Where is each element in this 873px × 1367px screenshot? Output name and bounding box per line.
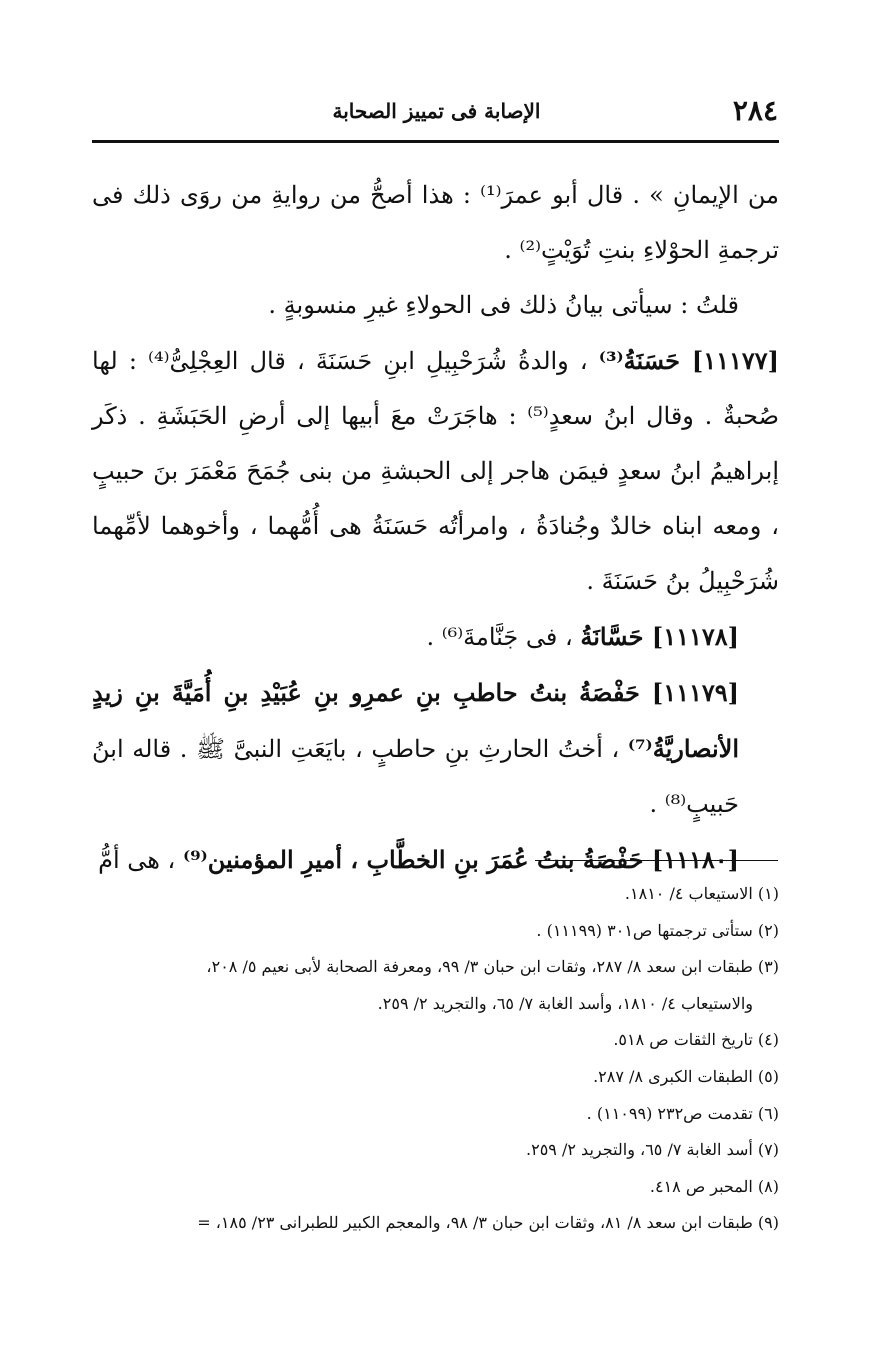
entry-11178-title: [١١١٧٨] حَسَّانَةُ xyxy=(580,622,739,651)
entry-11178-text: ، فى جَنَّامةَ⁽⁶⁾ . xyxy=(426,623,573,651)
entry-11177-title: [١١١٧٧] حَسَنَةُ⁽³⁾ xyxy=(598,346,779,375)
footnote-5: (٥) الطبقات الكبرى ٨/ ٢٨٧. xyxy=(593,1066,779,1086)
footnote-6: (٦) تقدمت ص٢٣٢ (١١٠٩٩) . xyxy=(586,1103,779,1123)
footnote-4: (٤) تاريخ الثقات ص ٥١٨. xyxy=(613,1030,779,1050)
footnote-rule xyxy=(535,860,778,861)
entry-11179-title: [١١١٧٩] حَفْصَةُ بنتُ حاطبِ بنِ عمرِو بنِ عُبَيْدِ بنِ أُمَيَّةَ بنِ زيدٍ الأنصاريَّةُ⁽⁷⁾ xyxy=(92,678,739,763)
footnotes xyxy=(92,876,779,1242)
footnote-3: (٣) طبقات ابن سعد ٨/ ٢٨٧، وثقات ابن حبان ٣/ ٩٩، ومعرفة الصحابة لأبى نعيم ٥/ ٢٠٨، xyxy=(206,957,779,977)
entry-11180-text: ، هى أمُّ xyxy=(98,846,176,874)
entry-11178 xyxy=(92,609,779,665)
header-rule xyxy=(92,140,779,143)
paragraph-2: قلتُ : سيأتى بيانُ ذلك فى الحولاءِ غيرِ منسوبةٍ . xyxy=(268,291,739,319)
footnote-7: (٧) أسد الغابة ٧/ ٦٥، والتجريد ٢/ ٢٥٩. xyxy=(526,1140,779,1160)
footnote-3-continued: والاستيعاب ٤/ ١٨١٠، وأسد الغابة ٧/ ٦٥، والتجريد ٢/ ٢٥٩. xyxy=(377,993,753,1013)
running-title: الإصابة فى تمييز الصحابة xyxy=(332,99,541,123)
entry-11179-text: ، أختُ الحارثِ بنِ حاطبٍ ، بايَعَتِ النبىَّ ﷺ . قاله ابنُ حَبيبٍ⁽⁸⁾ . xyxy=(92,735,739,818)
entry-11180-title: [١١١٨٠] حَفْصَةُ بنتُ عُمَرَ بنِ الخطَّابِ ، أميرِ المؤمنين⁽⁹⁾ xyxy=(182,845,739,874)
page-number: ٢٨٤ xyxy=(732,94,778,127)
footnote-2: (٢) ستأتى ترجمتها ص٣٠١ (١١١٩٩) . xyxy=(536,920,779,940)
footnote-1: (١) الاستيعاب ٤/ ١٨١٠. xyxy=(624,884,779,903)
entry-11177-text: ، والدةُ شُرَحْبِيلِ ابنِ حَسَنَةَ ، قال العِجْلِىُّ⁽⁴⁾ : لها صُحبةٌ . وقال ابنُ سعدٍ⁽⁵⁾ : هاجَرَتْ معَ أبيها إلى أرضِ الحَبَشَةِ . ذكَر إبراهيمُ ابنُ سعدٍ فيمَن هاجر إلى الحبشةِ من بنى جُمَحَ مَعْمَرَ بنَ حبيبٍ ، ومعه ابناه خالدٌ وجُنادَةُ ، وامرأتُه حَسَنَةُ هى أُمُّهما ، وأخوهما لأمِّهما شُرَحْبِيلُ بنُ حَسَنَةَ . xyxy=(92,347,780,595)
body-text xyxy=(92,168,779,888)
paragraph-1: من الإيمانِ » . قال أبو عمرَ⁽¹⁾ : هذا أصحُّ من روايةِ من روَى ذلك فى ترجمةِ الحوْلاءِ بنتِ تُوَيْتٍ⁽²⁾ . xyxy=(92,181,780,264)
entry-11177 xyxy=(92,333,779,609)
entry-11179 xyxy=(92,665,779,832)
footnote-9: (٩) طبقات ابن سعد ٨/ ٨١، وثقات ابن حبان ٣/ ٩٨، والمعجم الكبير للطبرانى ٢٣/ ١٨٥، = xyxy=(197,1213,779,1233)
footnote-8: (٨) المحبر ص ٤١٨. xyxy=(649,1176,779,1196)
